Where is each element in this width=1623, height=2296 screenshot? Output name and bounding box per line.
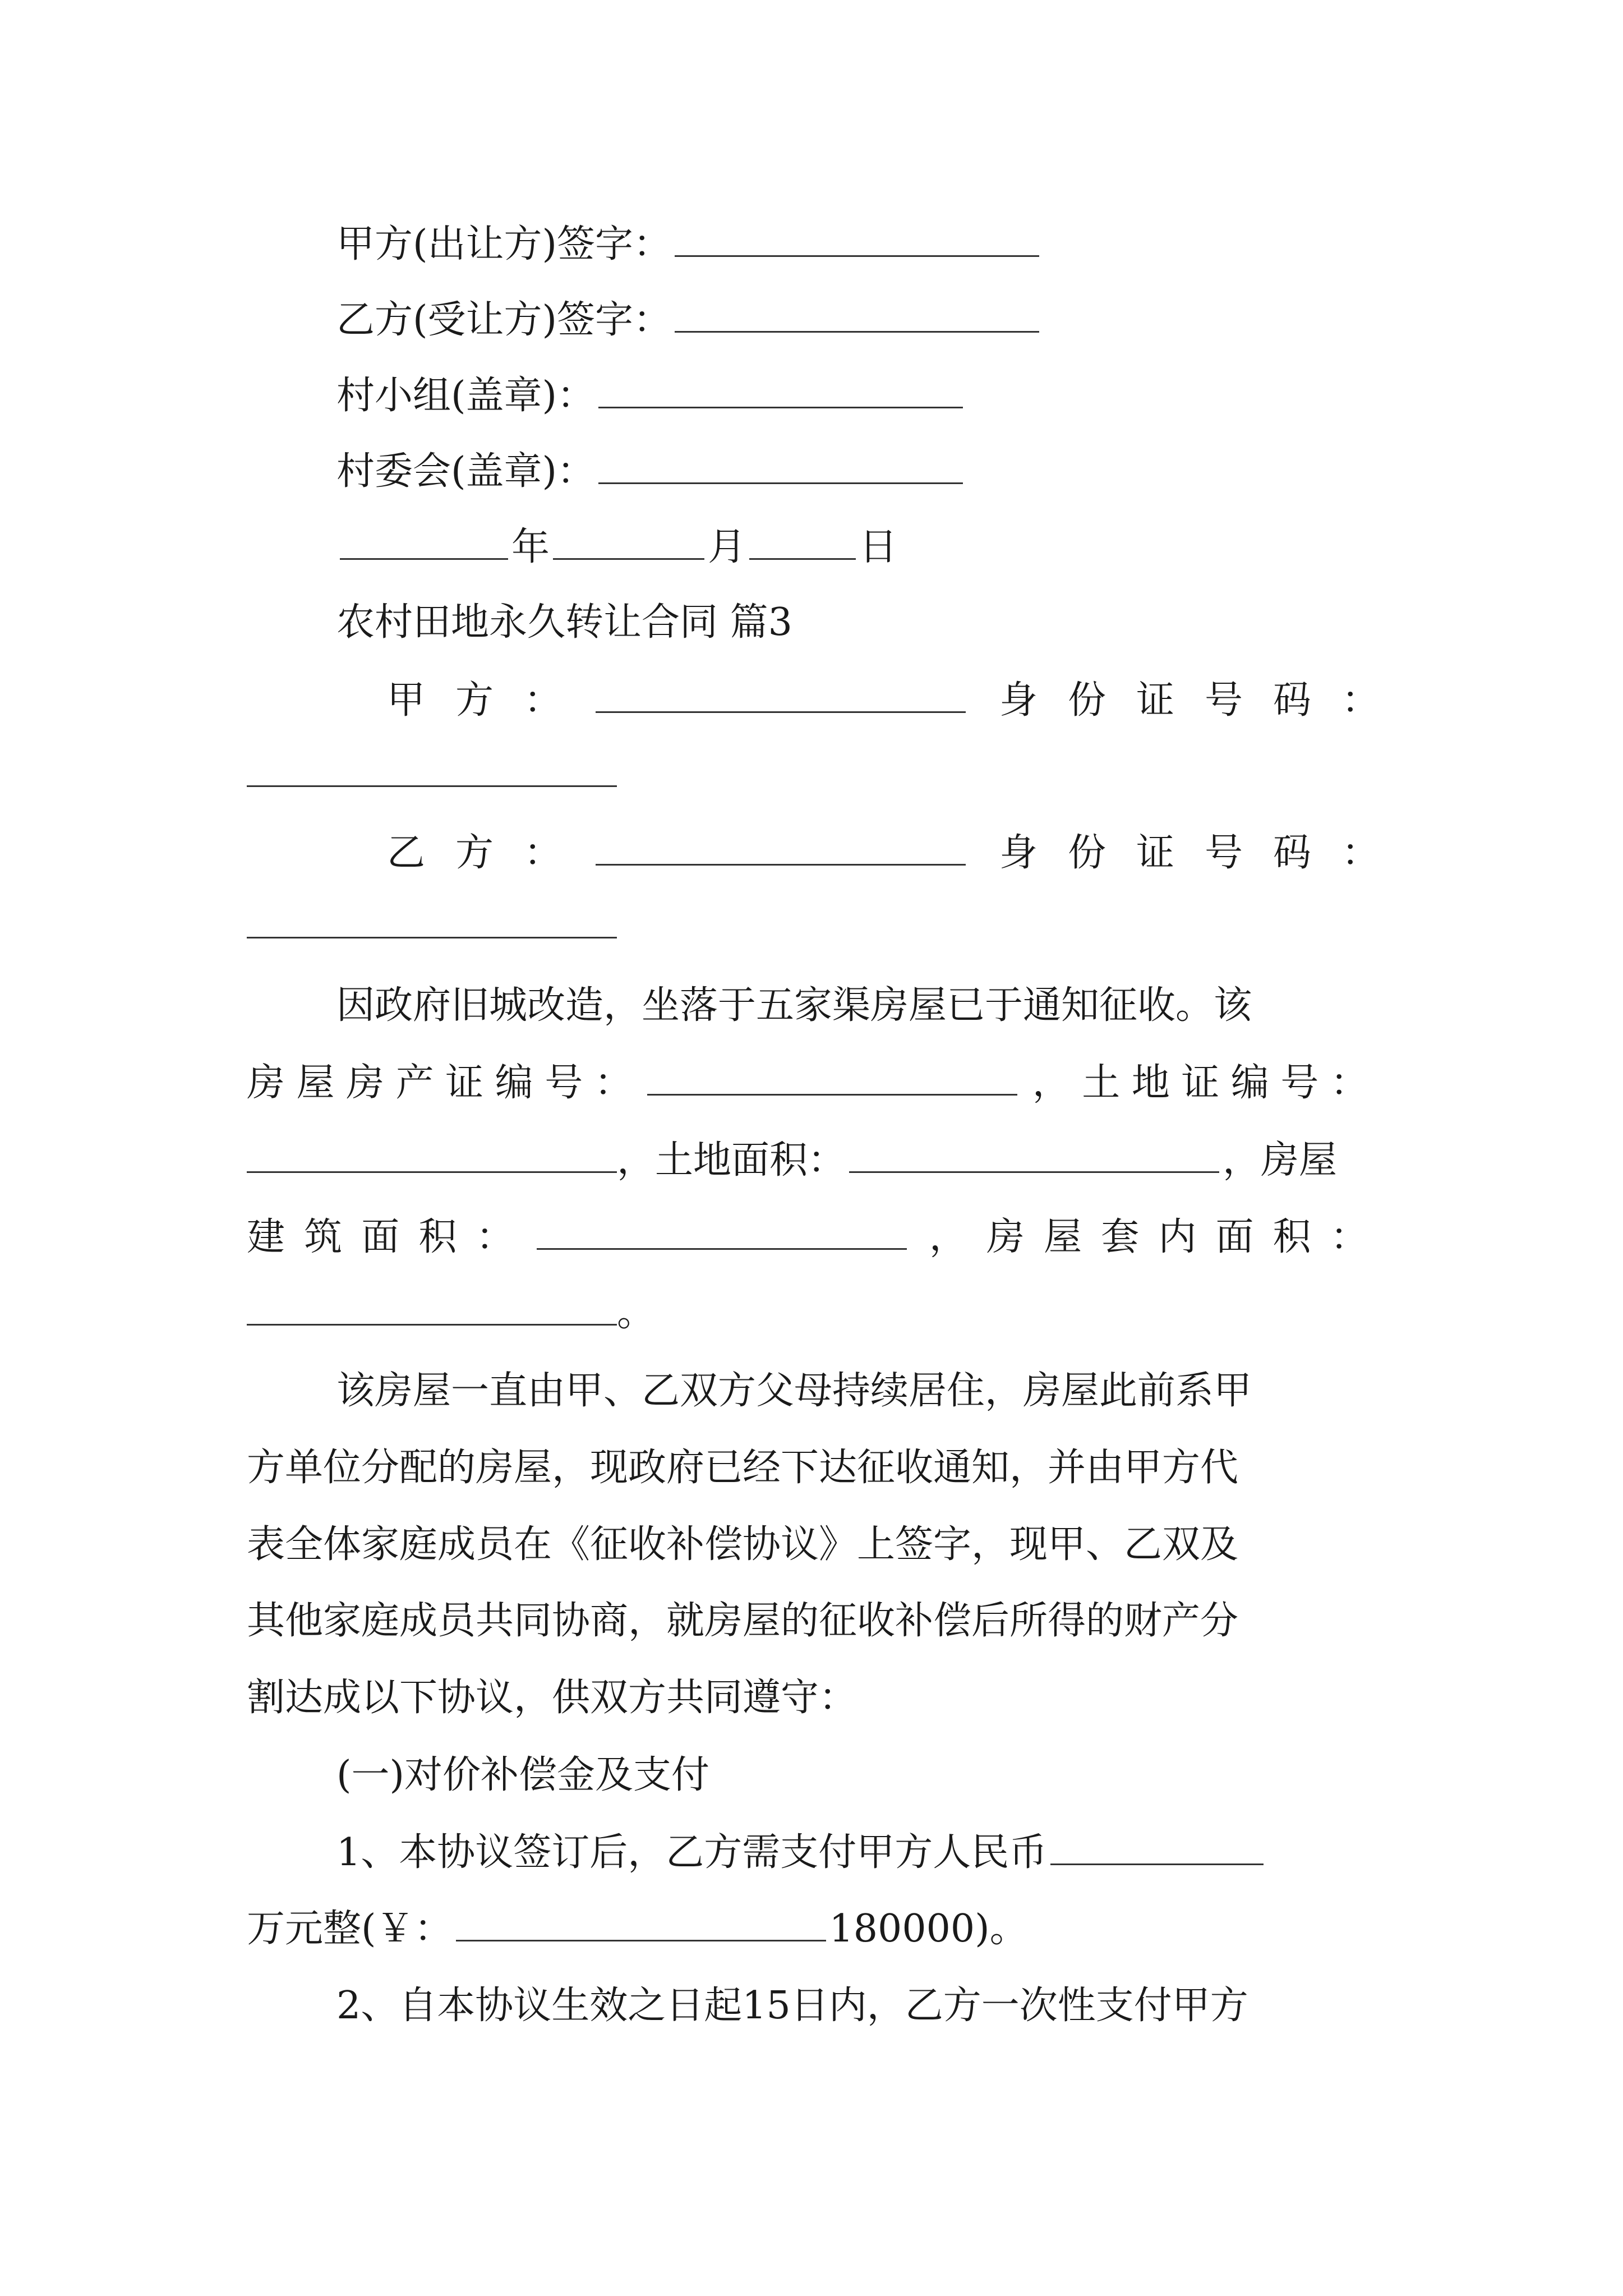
text-char: ， [1032, 1061, 1071, 1105]
party-a-id-blank[interactable] [247, 746, 617, 787]
seal-village-group-label: 村小组(盖章)： [336, 374, 596, 418]
day-blank[interactable] [749, 519, 856, 560]
id-label-char: 身 [999, 831, 1038, 875]
amount-value: 180000)。 [829, 1907, 1028, 1951]
seal-village-committee-label: 村委会(盖章)： [336, 449, 596, 494]
id-label-char: 码 [1272, 831, 1311, 875]
year-label: 年 [511, 525, 550, 569]
signature-party-b [336, 292, 1481, 348]
id-label-char: 号 [1204, 831, 1243, 875]
party-a-name-blank[interactable] [596, 672, 966, 713]
text-char: 内 [1158, 1215, 1197, 1259]
text-char: 编 [495, 1061, 533, 1105]
text-char: 建 [247, 1215, 285, 1259]
text-char: 积 [1272, 1215, 1311, 1259]
land-cert-blank[interactable] [247, 1132, 617, 1173]
seal-village-group [336, 367, 1481, 424]
id-label-char: 码 [1272, 678, 1311, 723]
item-1-line-2 [247, 1901, 1391, 1957]
month-label: 月 [708, 525, 746, 569]
seal-village-group-blank[interactable] [598, 367, 963, 408]
land-area-label: ，土地面积： [617, 1138, 846, 1182]
text-char: 编 [1230, 1061, 1269, 1105]
signature-party-b-blank[interactable] [675, 292, 1039, 333]
text-char: ： [476, 1215, 514, 1259]
text-char: ： [594, 1061, 633, 1105]
text-char: 房 [247, 1061, 285, 1105]
p2-line-4: 其他家庭成员共同协商，就房屋的征收补偿后所得的财产分 [247, 1599, 1239, 1643]
id-label-char: 份 [1067, 678, 1106, 723]
text-char: 土 [1082, 1061, 1121, 1105]
text-char: ： [1330, 1215, 1368, 1259]
p1-line-3 [247, 1132, 1391, 1188]
party-a-id-row [247, 746, 1391, 802]
text-char: ， [929, 1215, 967, 1259]
party-b-char: 乙 [387, 831, 426, 875]
day-label: 日 [859, 525, 898, 569]
party-a-char: ： [524, 678, 562, 723]
p2-line-5: 割达成以下协议，供双方共同遵守： [247, 1676, 857, 1720]
p2-line-1: 该房屋一直由甲、乙双方父母持续居住，房屋此前系甲 [336, 1369, 1252, 1413]
party-b-name-blank[interactable] [596, 825, 966, 866]
id-label-char: 证 [1136, 831, 1174, 875]
id-label-char: 号 [1204, 678, 1243, 723]
seal-village-committee-blank[interactable] [598, 443, 963, 484]
text-char: 积 [418, 1215, 457, 1259]
signature-party-b-label: 乙方(受让方)签字： [336, 298, 672, 342]
seal-village-committee [336, 443, 1481, 499]
party-a-char: 方 [455, 678, 494, 723]
p1-line-4 [247, 1209, 1368, 1265]
id-label-char: ： [1341, 678, 1380, 723]
text-char: 房 [986, 1215, 1025, 1259]
text-char: 面 [361, 1215, 400, 1259]
party-b-id-blank[interactable] [247, 898, 617, 938]
text-char: 证 [1181, 1061, 1220, 1105]
party-a-row [387, 672, 1380, 728]
year-blank[interactable] [340, 519, 508, 560]
amount-label: 万元整(￥： [247, 1907, 453, 1951]
period: 。 [617, 1291, 656, 1335]
party-b-char: 方 [455, 831, 494, 875]
house-label: ，房屋 [1223, 1138, 1338, 1182]
signature-party-a [336, 216, 1481, 272]
item-2-line-1: 2、自本协议生效之日起15日内，乙方一次性支付甲方 [336, 1984, 1248, 2028]
month-blank[interactable] [553, 519, 704, 560]
party-b-row [387, 825, 1380, 881]
signature-party-a-blank[interactable] [675, 216, 1039, 257]
date-line [336, 519, 1481, 575]
item-1-text: 1、本协议签订后，乙方需支付甲方人民币 [336, 1830, 1048, 1875]
id-label-char: ： [1341, 831, 1380, 875]
text-char: 房 [346, 1061, 385, 1105]
text-char: 地 [1131, 1061, 1170, 1105]
amount-words-blank[interactable] [1050, 1824, 1264, 1865]
party-a-char: 甲 [387, 678, 426, 723]
text-char: 产 [395, 1061, 434, 1105]
p1-line-2 [247, 1055, 1368, 1111]
text-char: 套 [1101, 1215, 1140, 1259]
party-b-char: ： [524, 831, 562, 875]
building-area-blank[interactable] [537, 1209, 907, 1250]
id-label-char: 身 [999, 678, 1038, 723]
text-char: 面 [1215, 1215, 1254, 1259]
amount-blank[interactable] [456, 1901, 826, 1941]
id-label-char: 份 [1067, 831, 1106, 875]
text-char: 筑 [304, 1215, 343, 1259]
text-char: ： [1330, 1061, 1368, 1105]
property-cert-blank[interactable] [647, 1055, 1017, 1096]
p2-line-2: 方单位分配的房屋，现政府已经下达征收通知，并由甲方代 [247, 1446, 1239, 1490]
p2-line-3: 表全体家庭成员在《征收补偿协议》上签字，现甲、乙双及 [247, 1522, 1239, 1567]
land-area-blank[interactable] [849, 1132, 1219, 1173]
inner-area-blank[interactable] [247, 1285, 617, 1326]
text-char: 号 [545, 1061, 583, 1105]
id-label-char: 证 [1136, 678, 1174, 723]
item-1-line-1 [336, 1824, 1391, 1880]
text-char: 屋 [1044, 1215, 1082, 1259]
p1-line-5 [247, 1285, 1391, 1341]
text-char: 号 [1280, 1061, 1319, 1105]
signature-party-a-label: 甲方(出让方)签字： [336, 222, 672, 266]
p1-line-1: 因政府旧城改造，坐落于五家渠房屋已于通知征收。该 [336, 983, 1252, 1028]
party-b-id-row [247, 898, 1391, 954]
text-char: 证 [445, 1061, 484, 1105]
section-1-title: (一)对价补偿金及支付 [336, 1753, 710, 1797]
section-heading: 农村田地永久转让合同 篇3 [336, 600, 792, 645]
text-char: 屋 [296, 1061, 335, 1105]
